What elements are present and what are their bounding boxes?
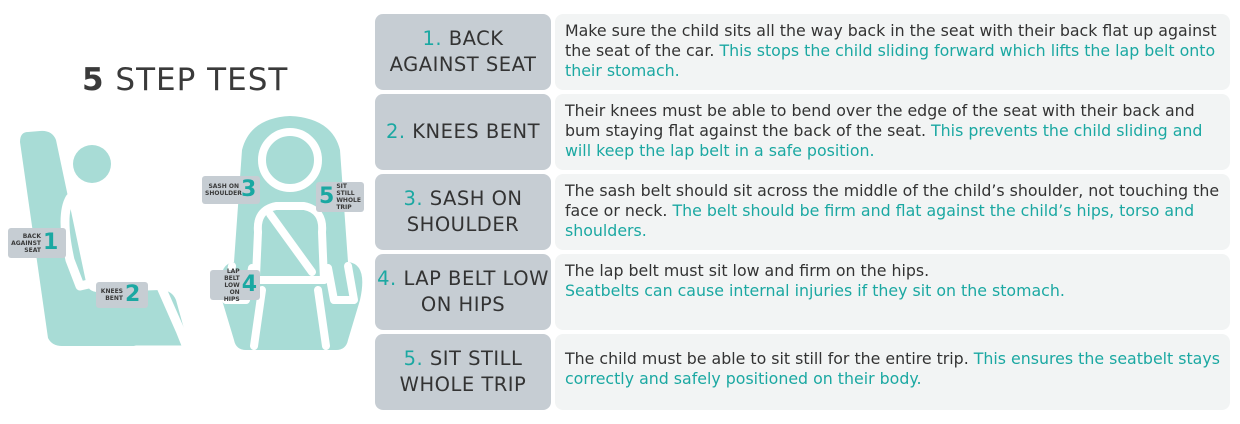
page-title bbox=[82, 62, 288, 98]
step-row bbox=[375, 94, 1230, 170]
badge-number: 2 bbox=[125, 282, 141, 307]
step-title: SASH ON SHOULDER bbox=[406, 187, 523, 236]
badge-sash-on-shoulder bbox=[202, 176, 260, 204]
step-description bbox=[555, 334, 1230, 410]
badge-knees-bent bbox=[96, 282, 148, 308]
step-description bbox=[555, 14, 1230, 90]
step-text: Make sure the child sits all the way back in the seat with their back flat up against the seat of the car. bbox=[565, 21, 1217, 60]
step-row bbox=[375, 14, 1230, 90]
step-row bbox=[375, 334, 1230, 410]
step-number: 5. bbox=[403, 347, 424, 370]
title-number: 5 bbox=[82, 62, 105, 98]
step-highlight: This stops the child sliding forward which lifts the lap belt onto their stomach. bbox=[565, 41, 1216, 80]
steps-table bbox=[375, 14, 1230, 414]
badge-label: SASH ON SHOULDER bbox=[205, 183, 242, 197]
side-view-child-fill bbox=[73, 145, 111, 183]
step-highlight: Seatbelts can cause internal injuries if they sit on the stomach. bbox=[565, 281, 1065, 300]
step-label bbox=[375, 174, 551, 250]
step-label bbox=[375, 14, 551, 90]
step-text: The child must be able to sit still for the entire trip. bbox=[565, 349, 969, 368]
step-title: SIT STILL WHOLE TRIP bbox=[399, 347, 527, 396]
step-number: 3. bbox=[403, 187, 424, 210]
step-description bbox=[555, 94, 1230, 170]
front-view-seat bbox=[221, 116, 363, 350]
title-text: STEP TEST bbox=[104, 62, 289, 98]
step-highlight: The belt should be firm and flat against the child’s hips, torso and shoulders. bbox=[565, 201, 1195, 240]
step-label bbox=[375, 334, 551, 410]
step-highlight: This ensures the seatbelt stays correctly and safely positioned on their body. bbox=[565, 349, 1220, 388]
step-title: KNEES BENT bbox=[412, 120, 541, 143]
badge-label: BACK AGAINST SEAT bbox=[11, 232, 41, 254]
badge-number: 5 bbox=[319, 184, 335, 209]
badge-number: 3 bbox=[241, 177, 257, 202]
badge-number: 1 bbox=[43, 230, 59, 255]
badge-sit-still bbox=[316, 182, 364, 212]
step-label bbox=[375, 254, 551, 330]
badge-label: KNEES BENT bbox=[100, 288, 123, 302]
badge-lap-belt bbox=[210, 267, 260, 303]
step-description bbox=[555, 174, 1230, 250]
step-text: The lap belt must sit low and firm on the hips. bbox=[565, 261, 930, 280]
badge-label: SIT STILL WHOLE TRIP bbox=[336, 183, 361, 211]
step-number: 2. bbox=[385, 120, 406, 143]
step-title: BACK AGAINST SEAT bbox=[389, 27, 537, 76]
badge-back-against-seat bbox=[8, 228, 66, 258]
step-row bbox=[375, 254, 1230, 330]
step-number: 4. bbox=[377, 267, 397, 290]
step-number: 1. bbox=[422, 27, 443, 50]
step-title: LAP BELT LOW ON HIPS bbox=[403, 267, 549, 316]
badge-number: 4 bbox=[241, 272, 257, 297]
step-highlight: This prevents the child sliding and will keep the lap belt in a safe position. bbox=[565, 121, 1203, 160]
step-label bbox=[375, 94, 551, 170]
car-seat-illustration bbox=[0, 110, 372, 380]
step-row bbox=[375, 174, 1230, 250]
step-text: Their knees must be able to bend over the edge of the seat with their back and bum staying flat against the back of the seat. bbox=[565, 101, 1195, 140]
step-text: The sash belt should sit across the middle of the child’s shoulder, not touching the face or neck. bbox=[565, 181, 1220, 220]
badge-label: LAP BELT LOW ON HIPS bbox=[223, 267, 240, 303]
step-description bbox=[555, 254, 1230, 330]
